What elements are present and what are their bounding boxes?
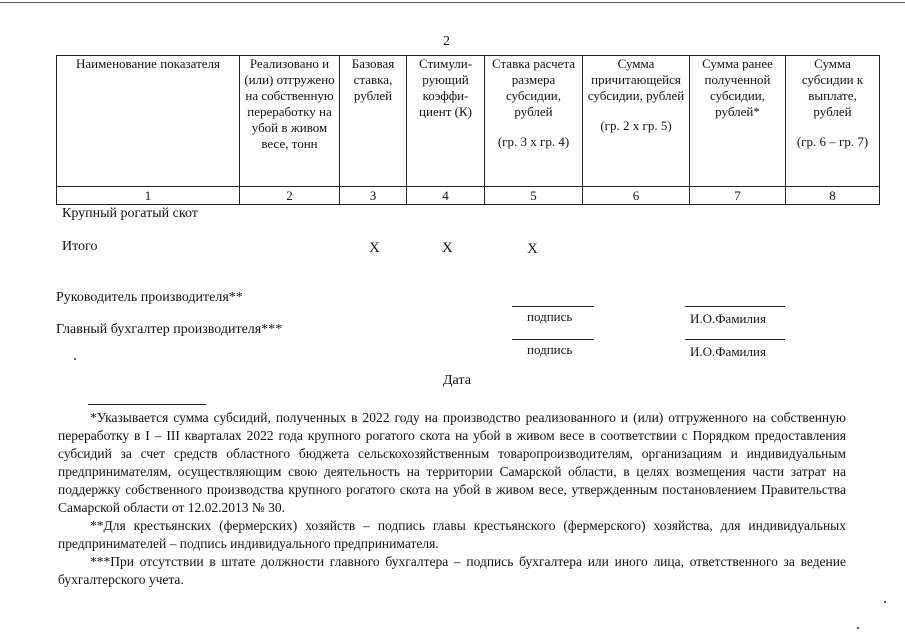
page-top-rule xyxy=(0,2,905,3)
accountant-name-line xyxy=(685,339,785,340)
col-header-due-subsidy: Сумма причитающейся субсидии, рублей (гр. 2 х гр. 5) xyxy=(583,56,690,187)
scan-speck xyxy=(884,601,886,603)
row-label-total: Итого xyxy=(62,239,98,254)
accountant-signature-caption: подпись xyxy=(527,342,573,357)
col-header-received-subsidy: Сумма ранее полученной субсидии, рублей* xyxy=(690,56,786,187)
accountant-signature-line xyxy=(512,339,594,340)
formula-col6: (гр. 2 х гр. 5) xyxy=(600,118,672,133)
col-header-calc-rate: Ставка расчета размера субсидии, рублей (гр. 3 х гр. 4) xyxy=(485,56,583,187)
date-label: Дата xyxy=(443,373,471,388)
col-header-coefficient: Стимули-рующий коэффи-циент (К) xyxy=(407,56,485,187)
col-header-base-rate: Базовая ставка, рублей xyxy=(340,56,407,187)
accountant-signature-label: Главный бухгалтер производителя*** xyxy=(56,322,283,337)
footnote-separator xyxy=(88,404,206,405)
footnote-2: **Для крестьянских (фермерских) хозяйств – подпись главы крестьянского (фермерского) хозяйства, для индивидуальных предпринимателей – подпись индивидуального предпринимателя. xyxy=(58,518,846,551)
head-signature-label: Руководитель производителя** xyxy=(56,290,243,305)
accountant-name-caption: И.О.Фамилия xyxy=(690,344,766,359)
page-number: 2 xyxy=(443,34,450,49)
column-number: 8 xyxy=(786,187,880,205)
head-signature-line xyxy=(512,306,594,307)
head-name-line xyxy=(685,306,785,307)
x-mark-col4: Х xyxy=(442,240,453,256)
footnotes xyxy=(58,409,846,589)
formula-col8: (гр. 6 – гр. 7) xyxy=(796,134,869,149)
subsidy-table xyxy=(56,55,880,205)
column-number-row xyxy=(57,187,880,205)
head-signature-caption: подпись xyxy=(527,309,573,324)
column-number: 6 xyxy=(583,187,690,205)
x-mark-col5: Х xyxy=(527,241,538,257)
table-header-row xyxy=(57,56,880,187)
footnote-3: ***При отсутствии в штате должности главного бухгалтера – подпись бухгалтера или иного лица, ответственного за ведение бухгалтерского учета. xyxy=(58,554,846,587)
formula-col5: (гр. 3 х гр. 4) xyxy=(497,134,570,149)
column-number: 7 xyxy=(690,187,786,205)
scan-speck xyxy=(74,358,76,360)
x-mark-col3: Х xyxy=(369,240,380,256)
row-label-cattle: Крупный рогатый скот xyxy=(62,206,198,221)
head-name-caption: И.О.Фамилия xyxy=(690,311,766,326)
column-number: 1 xyxy=(57,187,240,205)
column-number: 5 xyxy=(485,187,583,205)
col-header-payable-subsidy: Сумма субсидии к выплате, рублей (гр. 6 – гр. 7) xyxy=(786,56,880,187)
col-header-volume: Реализовано и (или) отгружено на собственную переработку на убой в живом весе, тонн xyxy=(240,56,340,187)
scan-speck xyxy=(857,627,859,629)
column-number: 4 xyxy=(407,187,485,205)
column-number: 2 xyxy=(240,187,340,205)
footnote-1: *Указывается сумма субсидий, полученных в 2022 году на производство реализованного и (или) отгруженного на собственную переработку в I – III кварталах 2022 года крупного рогатого скота на убой в живом весе в соответствии с Порядком предоставления субсидий за счет средств областного бюджета сельскохозяйственным товаропроизводителям, организациям и индивидуальным предпринимателям, осуществляющим свою деятельность на территории Самарской области, в целях возмещения части затрат на поддержку собственного производства крупного рогатого скота на убой в живом весе, утвержденным постановлением Правительства Самарской области от 12.02.2013 № 30. xyxy=(58,410,846,515)
column-number: 3 xyxy=(340,187,407,205)
col-header-indicator: Наименование показателя xyxy=(57,56,240,187)
